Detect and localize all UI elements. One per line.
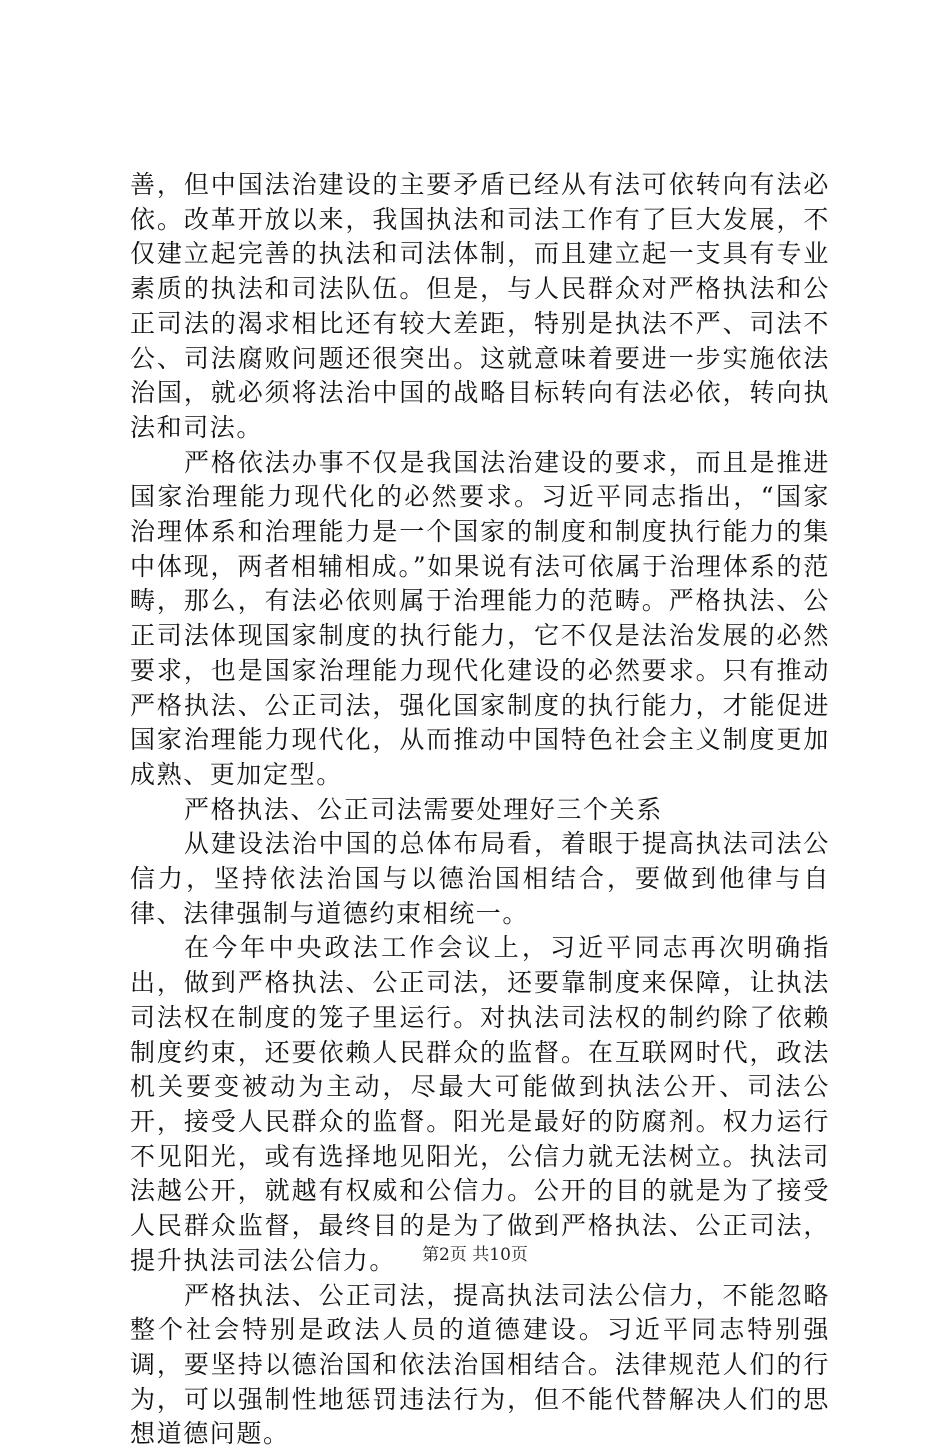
section-heading: 严格执法、公正司法需要处理好三个关系 — [130, 793, 830, 828]
paragraph-1: 善，但中国法治建设的主要矛盾已经从有法可依转向有法必依。改革开放以来，我国执法和司法工作有了巨大发展，不仅建立起完善的执法和司法体制，而且建立起一支具有专业素质的执法和司法队伍。但是，与人民群众对严格执法和公正司法的渴求相比还有较大差距，特别是执法不严、司法不公、司法腐败问题还很突出。这就意味着要进一步实施依法治国，就必须将法治中国的战略目标转向有法必依，转向执法和司法。 — [130, 168, 830, 446]
page-footer: 第2页 共10页 — [0, 1244, 950, 1266]
paragraph-4: 在今年中央政法工作会议上，习近平同志再次明确指出，做到严格执法、公正司法，还要靠制度来保障，让执法司法权在制度的笼子里运行。对执法司法权的制约除了依赖制度约束，还要依赖人民群众的监督。在互联网时代，政法机关要变被动为主动，尽最大可能做到执法公开、司法公开，接受人民群众的监督。阳光是最好的防腐剂。权力运行不见阳光，或有选择地见阳光，公信力就无法树立。执法司法越公开，就越有权威和公信力。公开的目的就是为了接受人民群众监督，最终目的是为了做到严格执法、公正司法，提升执法司法公信力。 — [130, 931, 830, 1278]
paragraph-3: 从建设法治中国的总体布局看，着眼于提高执法司法公信力，坚持依法治国与以德治国相结合，要做到他律与自律、法律强制与道德约束相统一。 — [130, 827, 830, 931]
paragraph-2: 严格依法办事不仅是我国法治建设的要求，而且是推进国家治理能力现代化的必然要求。习近平同志指出，“国家治理体系和治理能力是一个国家的制度和制度执行能力的集中体现，两者相辅相成。”如果说有法可依属于治理体系的范畴，那么，有法必依则属于治理能力的范畴。严格执法、公正司法体现国家制度的执行能力，它不仅是法治发展的必然要求，也是国家治理能力现代化建设的必然要求。只有推动严格执法、公正司法，强化国家制度的执行能力，才能促进国家治理能力现代化，从而推动中国特色社会主义制度更加成熟、更加定型。 — [130, 446, 830, 793]
paragraph-5: 严格执法、公正司法，提高执法司法公信力，不能忽略整个社会特别是政法人员的道德建设。习近平同志特别强调，要坚持以德治国和依法治国相结合。法律规范人们的行为，可以强制性地惩罚违法行为，但不能代替解决人们的思想道德问题。 — [130, 1279, 830, 1452]
